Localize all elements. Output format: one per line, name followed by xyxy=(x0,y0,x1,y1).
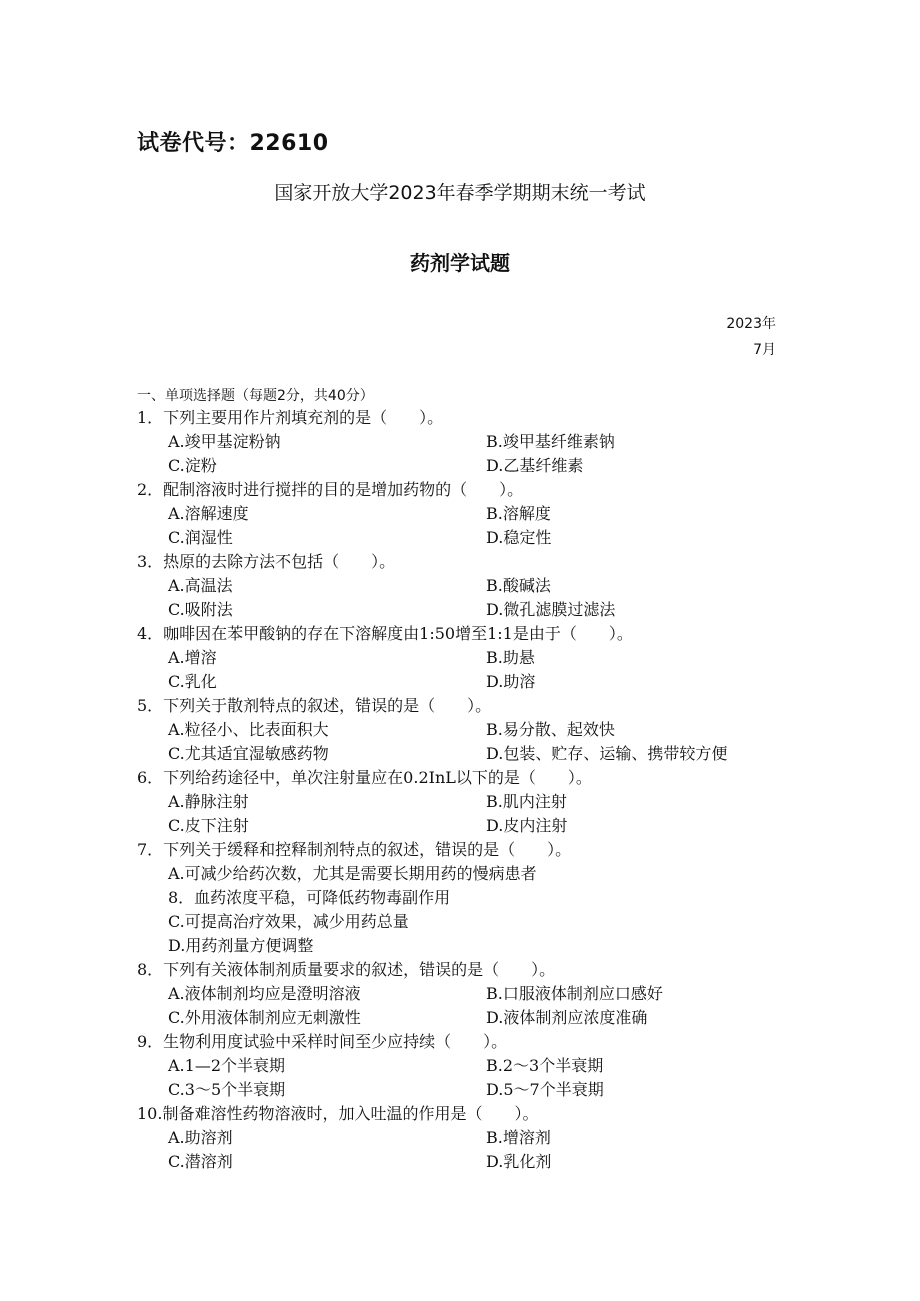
university-exam-title: 国家开放大学2023年春季学期期末统一考试 xyxy=(274,182,646,204)
answer-option: D.助溶 xyxy=(486,672,536,691)
date-year: 2023年 xyxy=(726,316,776,332)
answer-option: A.静脉注射 xyxy=(168,792,249,811)
option-row xyxy=(137,646,817,670)
option-row xyxy=(137,574,817,598)
answer-option: B.增溶剂 xyxy=(486,1128,551,1147)
question-list xyxy=(137,406,817,1174)
option-row xyxy=(137,1054,817,1078)
question-stem: 2．配制溶液时进行搅拌的目的是增加药物的（ ）。 xyxy=(137,480,524,499)
question-item xyxy=(137,1102,817,1174)
answer-option: D.5～7个半衰期 xyxy=(486,1080,604,1099)
question-item xyxy=(137,550,817,622)
answer-option: C.尤其适宜湿敏感药物 xyxy=(168,744,329,763)
answer-option: C.外用液体制剂应无刺激性 xyxy=(168,1008,361,1027)
answer-option: A.可减少给药次数，尤其是需要长期用药的慢病患者 xyxy=(168,864,537,883)
question-stem: 4．咖啡因在苯甲酸钠的存在下溶解度由1:50增至1:1是由于（ ）。 xyxy=(137,624,633,643)
option-row xyxy=(137,1150,817,1174)
date-month: 7月 xyxy=(753,342,776,358)
option-row xyxy=(137,598,817,622)
answer-option: D.微孔滤膜过滤法 xyxy=(486,600,616,619)
answer-option: B.肌内注射 xyxy=(486,792,567,811)
answer-option: 8．血药浓度平稳，可降低药物毒副作用 xyxy=(168,888,451,907)
answer-option: A.溶解速度 xyxy=(168,504,249,523)
answer-option: B.溶解度 xyxy=(486,504,551,523)
option-row xyxy=(137,982,817,1006)
question-item xyxy=(137,766,817,838)
page-title: 药剂学试题 xyxy=(410,251,510,275)
question-item xyxy=(137,478,817,550)
answer-option: D.皮内注射 xyxy=(486,816,568,835)
question-item xyxy=(137,838,817,958)
option-row xyxy=(137,1126,817,1150)
question-stem: 7．下列关于缓释和控释制剂特点的叙述，错误的是（ ）。 xyxy=(137,840,572,859)
answer-option: C.皮下注射 xyxy=(168,816,249,835)
option-row xyxy=(137,430,817,454)
answer-option: D.用药剂量方便调整 xyxy=(168,936,314,955)
answer-option: C.吸附法 xyxy=(168,600,233,619)
question-stem: 5．下列关于散剂特点的叙述，错误的是（ ）。 xyxy=(137,696,492,715)
answer-option: B.2～3个半衰期 xyxy=(486,1056,604,1075)
option-row xyxy=(137,742,817,766)
answer-option: B.易分散、起效快 xyxy=(486,720,615,739)
answer-option: A.粒径小、比表面积大 xyxy=(168,720,329,739)
question-item xyxy=(137,1030,817,1102)
answer-option: D.稳定性 xyxy=(486,528,552,547)
answer-option: C.可提高治疗效果，减少用药总量 xyxy=(168,912,409,931)
answer-option: C.乳化 xyxy=(168,672,217,691)
option-row xyxy=(137,1078,817,1102)
answer-option: D.乙基纤维素 xyxy=(486,456,584,475)
answer-option: B.竣甲基纤维素钠 xyxy=(486,432,615,451)
answer-option: A.高温法 xyxy=(168,576,233,595)
question-item xyxy=(137,406,817,478)
answer-option: C.淀粉 xyxy=(168,456,217,475)
answer-option: C.3～5个半衰期 xyxy=(168,1080,286,1099)
answer-option: C.润湿性 xyxy=(168,528,233,547)
answer-option: D.液体制剂应浓度准确 xyxy=(486,1008,648,1027)
answer-option: A.助溶剂 xyxy=(168,1128,233,1147)
option-row xyxy=(137,814,817,838)
question-stem: 1．下列主要用作片剂填充剂的是（ ）。 xyxy=(137,408,444,427)
option-row xyxy=(137,790,817,814)
question-stem: 3．热原的去除方法不包括（ ）。 xyxy=(137,552,396,571)
answer-option: B.助悬 xyxy=(486,648,535,667)
option-row xyxy=(137,502,817,526)
question-item xyxy=(137,694,817,766)
question-item xyxy=(137,622,817,694)
option-row xyxy=(137,526,817,550)
section-heading: 一、单项选择题（每题2分，共40分） xyxy=(137,388,374,404)
question-stem: 9．生物利用度试验中采样时间至少应持续（ ）。 xyxy=(137,1032,508,1051)
question-stem: 8．下列有关液体制剂质量要求的叙述，错误的是（ ）。 xyxy=(137,960,556,979)
answer-option: B.口服液体制剂应口感好 xyxy=(486,984,663,1003)
answer-option: A.液体制剂均应是澄明溶液 xyxy=(168,984,361,1003)
answer-option: A.1—2个半衰期 xyxy=(168,1056,286,1075)
paper-code: 试卷代号：22610 xyxy=(137,131,329,156)
exam-date xyxy=(726,311,776,363)
option-row xyxy=(137,454,817,478)
answer-option: D.乳化剂 xyxy=(486,1152,552,1171)
answer-option: D.包装、贮存、运输、携带较方便 xyxy=(486,744,728,763)
question-stem: 10.制备难溶性药物溶液时，加入吐温的作用是（ ）。 xyxy=(137,1104,539,1123)
answer-option: B.酸碱法 xyxy=(486,576,551,595)
answer-option: C.潜溶剂 xyxy=(168,1152,233,1171)
answer-option: A.竣甲基淀粉钠 xyxy=(168,432,281,451)
option-row xyxy=(137,1006,817,1030)
option-row xyxy=(137,670,817,694)
question-stem: 6．下列给药途径中，单次注射量应在0.2InL以下的是（ ）。 xyxy=(137,768,592,787)
option-row xyxy=(137,718,817,742)
question-item xyxy=(137,958,817,1030)
answer-option: A.增溶 xyxy=(168,648,217,667)
